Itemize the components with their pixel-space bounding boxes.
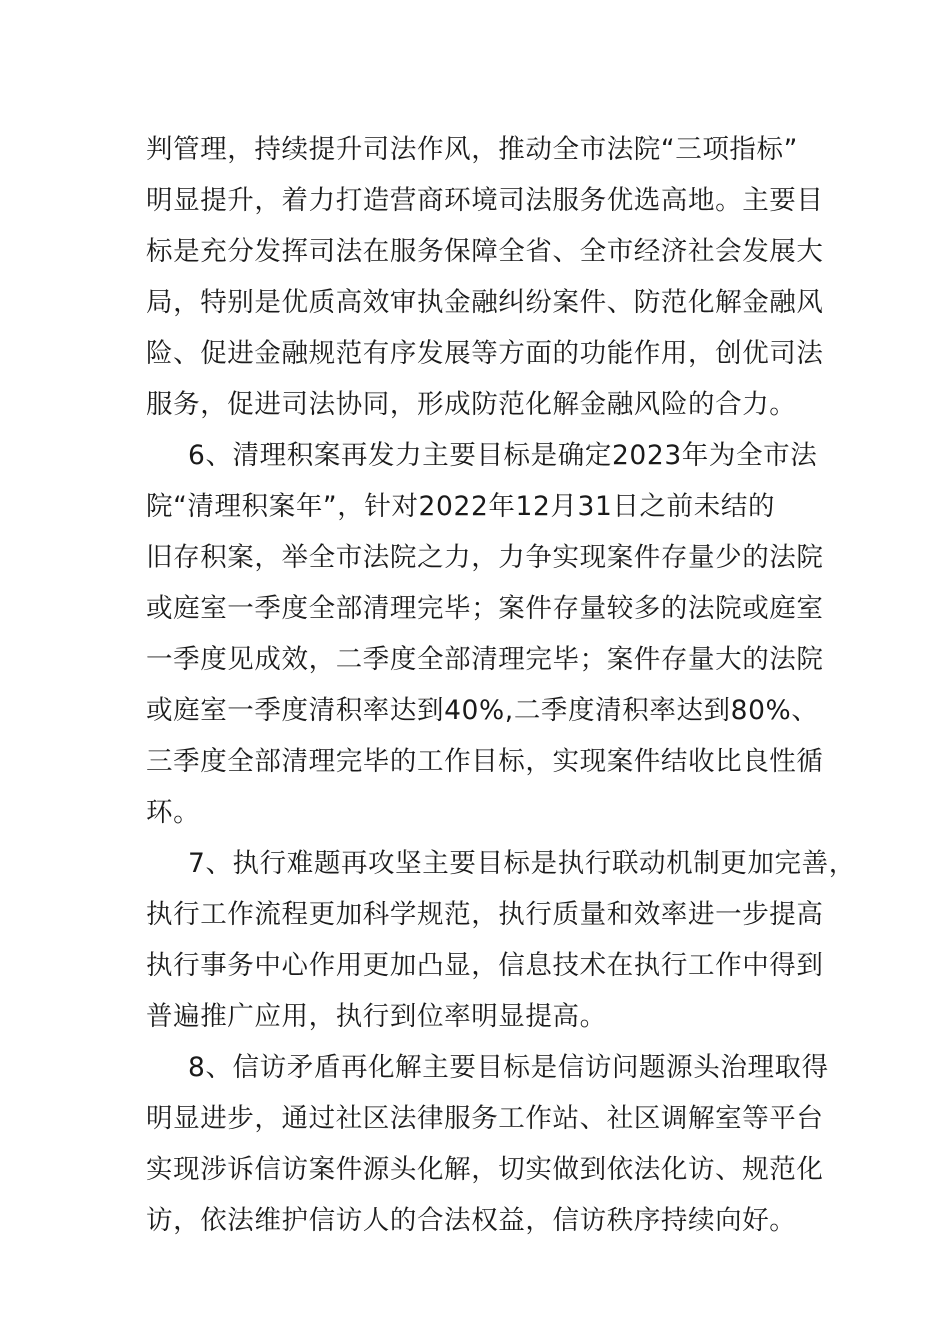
text-line: 明显进步，通过社区法律服务工作站、社区调解室等平台 xyxy=(146,1103,824,1134)
text-line: 执行事务中心作用更加凸显，信息技术在执行工作中得到 xyxy=(146,950,824,981)
text-line: 一季度见成效，二季度全部清理完毕；案件存量大的法院 xyxy=(146,644,824,675)
text-line: 标是充分发挥司法在服务保障全省、全市经济社会发展大 xyxy=(146,236,824,267)
paragraph-6-start: 6、清理积案再发力主要目标是确定2023年为全市法 xyxy=(188,440,818,471)
text-line: 险、促进金融规范有序发展等方面的功能作用，创优司法 xyxy=(146,338,824,369)
paragraph-8-start: 8、信访矛盾再化解主要目标是信访问题源头治理取得 xyxy=(188,1052,829,1083)
text-line: 或庭室一季度清积率达到40%,二季度清积率达到80%、 xyxy=(146,695,819,726)
text-line: 明显提升，着力打造营商环境司法服务优选高地。主要目 xyxy=(146,185,824,216)
text-line: 三季度全部清理完毕的工作目标，实现案件结收比良性循 xyxy=(146,746,824,777)
text-line: 院“清理积案年”，针对2022年12月31日之前未结的 xyxy=(146,491,776,522)
text-line: 旧存积案，举全市法院之力，力争实现案件存量少的法院 xyxy=(146,542,824,573)
text-line: 或庭室一季度全部清理完毕；案件存量较多的法院或庭室 xyxy=(146,593,824,624)
text-line: 执行工作流程更加科学规范，执行质量和效率进一步提高 xyxy=(146,899,824,930)
text-line: 局，特别是优质高效审执金融纠纷案件、防范化解金融风 xyxy=(146,287,824,318)
text-line: 环。 xyxy=(146,797,201,828)
text-line: 实现涉诉信访案件源头化解，切实做到依法化访、规范化 xyxy=(146,1154,824,1185)
text-line: 判管理，持续提升司法作风，推动全市法院“三项指标” xyxy=(146,134,798,165)
text-line: 普遍推广应用，执行到位率明显提高。 xyxy=(146,1001,607,1032)
text-line: 访，依法维护信访人的合法权益，信访秩序持续向好。 xyxy=(146,1205,797,1236)
text-line: 服务，促进司法协同，形成防范化解金融风险的合力。 xyxy=(146,389,797,420)
paragraph-7-start: 7、执行难题再攻坚主要目标是执行联动机制更加完善， xyxy=(188,848,856,879)
